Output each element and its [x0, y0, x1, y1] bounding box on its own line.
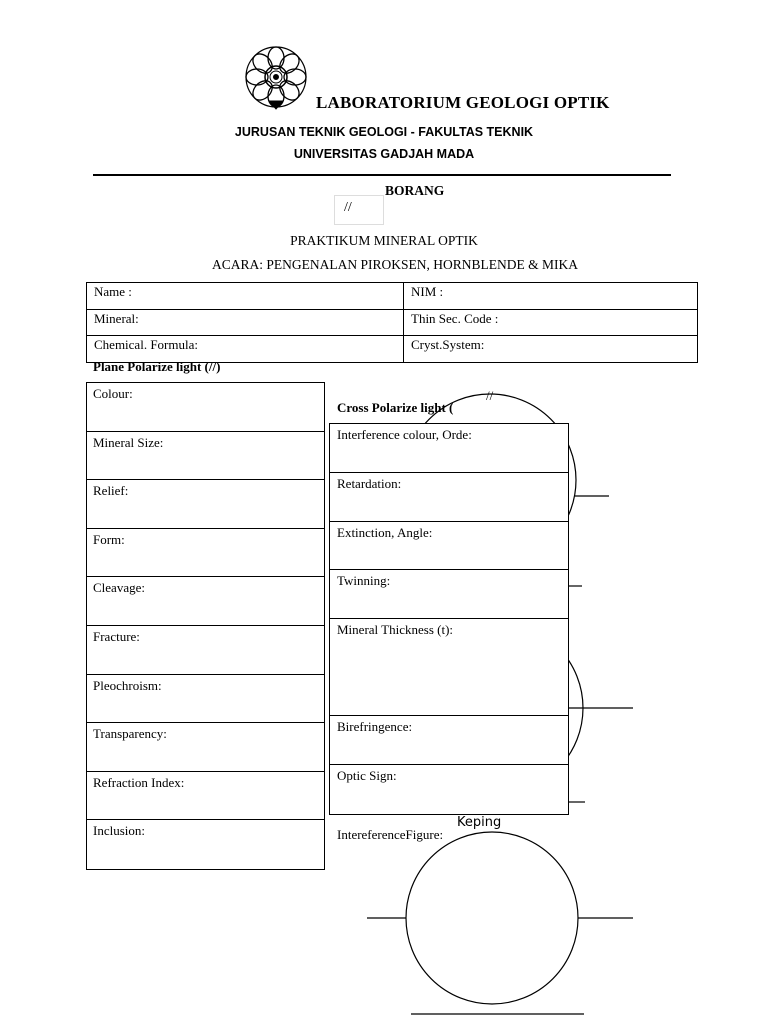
plane-polarized-label: Plane Polarize light (//) [93, 359, 221, 374]
cross-polarized-label: Cross Polarize light ( [337, 400, 454, 415]
refraction-index-field[interactable]: Refraction Index: [87, 772, 324, 821]
name-field[interactable]: Name : [87, 283, 404, 310]
interference-figure-circle [367, 832, 633, 1014]
cross-polarized-slash: // [486, 388, 494, 403]
table-row [87, 309, 698, 336]
interference-colour-field[interactable]: Interference colour, Orde: [330, 424, 568, 473]
header-divider [93, 174, 671, 176]
mineral-size-field[interactable]: Mineral Size: [87, 432, 324, 481]
extinction-angle-field[interactable]: Extinction, Angle: [330, 522, 568, 571]
thin-section-code-field[interactable]: Thin Sec. Code : [404, 309, 698, 336]
crystal-system-field[interactable]: Cryst.System: [404, 336, 698, 363]
university-name: UNIVERSITAS GADJAH MADA [293, 147, 475, 161]
cleavage-field[interactable]: Cleavage: [87, 577, 324, 626]
birefringence-field[interactable]: Birefringence: [330, 716, 568, 765]
mineral-thickness-field[interactable]: Mineral Thickness (t): [330, 619, 568, 716]
transparency-field[interactable]: Transparency: [87, 723, 324, 772]
twinning-field[interactable]: Twinning: [330, 570, 568, 619]
lab-title: LABORATORIUM GEOLOGI OPTIK [316, 93, 610, 112]
cross-polarized-table [329, 423, 569, 815]
borang-label: BORANG [385, 183, 445, 198]
pleochroism-field[interactable]: Pleochroism: [87, 675, 324, 724]
ugm-seal-icon [246, 47, 306, 109]
nim-field[interactable]: NIM : [404, 283, 698, 310]
borang-box [334, 195, 384, 225]
table-row [87, 283, 698, 310]
mineral-field[interactable]: Mineral: [87, 309, 404, 336]
chemical-formula-field[interactable]: Chemical. Formula: [87, 336, 404, 363]
borang-slash: // [344, 200, 352, 215]
fracture-field[interactable]: Fracture: [87, 626, 324, 675]
colour-field[interactable]: Colour: [87, 383, 324, 432]
interference-figure-label: IntereferenceFigure: [337, 827, 444, 842]
department-name: JURUSAN TEKNIK GEOLOGI - FAKULTAS TEKNIK [234, 125, 534, 139]
form-field[interactable]: Form: [87, 529, 324, 578]
inclusion-field[interactable]: Inclusion: [93, 823, 145, 839]
praktikum-title: PRAKTIKUM MINERAL OPTIK [290, 233, 478, 248]
keping-label: Keping [457, 815, 502, 830]
info-table [86, 282, 698, 363]
retardation-field[interactable]: Retardation: [330, 473, 568, 522]
optic-sign-field[interactable]: Optic Sign: [337, 767, 397, 783]
acara-title: ACARA: PENGENALAN PIROKSEN, HORNBLENDE & MIKA [211, 257, 578, 272]
relief-field[interactable]: Relief: [87, 480, 324, 529]
plane-polarized-table [86, 382, 325, 870]
